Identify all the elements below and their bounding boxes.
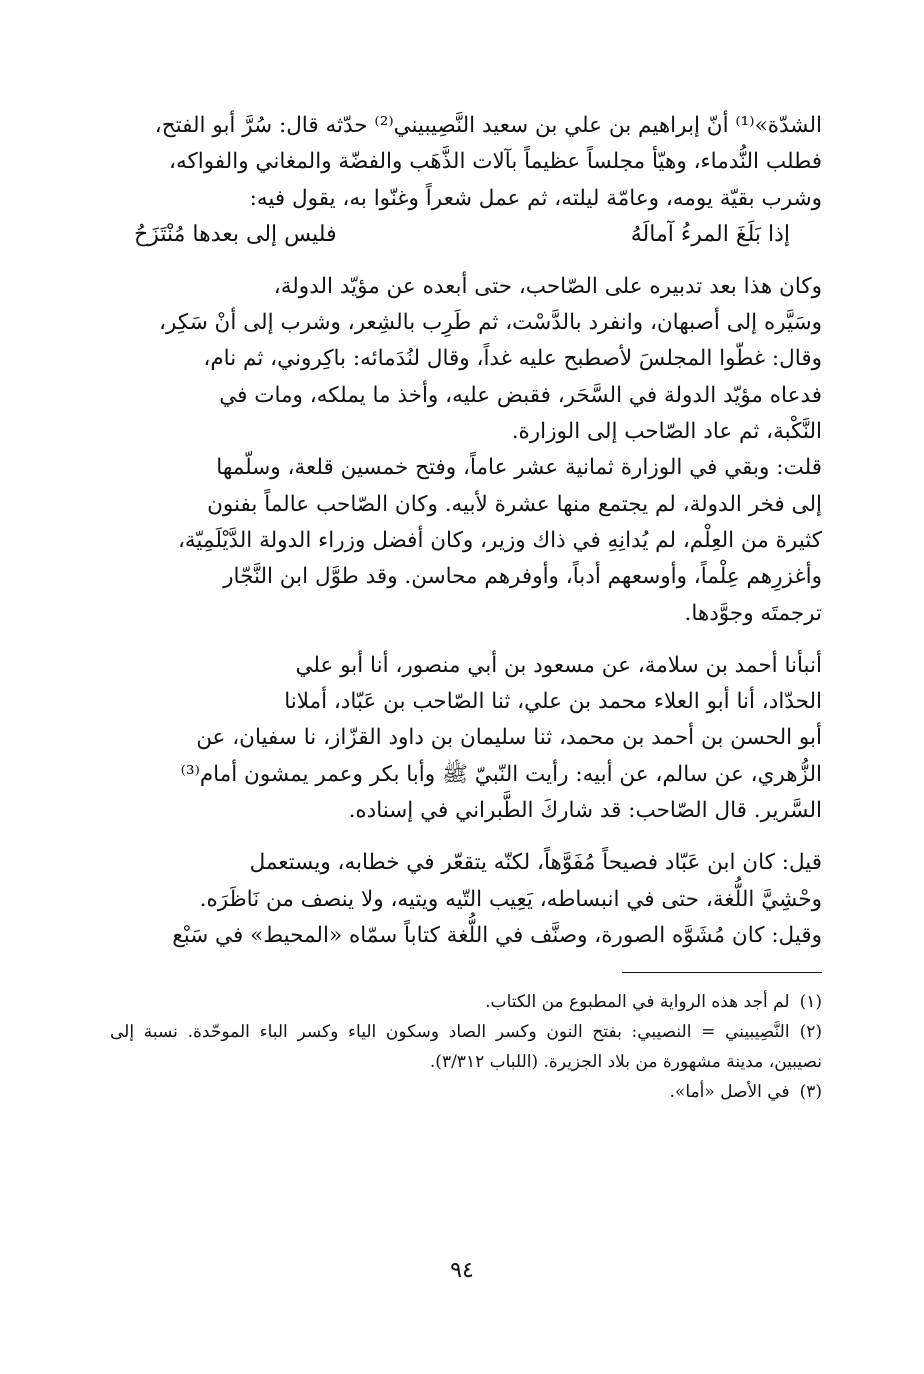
paragraph-isnad [110, 648, 822, 829]
footnote-text: في الأصل «أما». [669, 1082, 790, 1103]
footnote-3 [110, 1077, 822, 1107]
text-line: فدعاه مؤيّد الدولة في السَّحَر، فقبض عليه، وأخذ ما يملكه، ومات في [219, 382, 822, 408]
text-line: الشدّة»⁽¹⁾ أنّ إبراهيم بن علي بن سعيد النَّصِيبيني⁽²⁾ حدّثه قال: سُرَّ أبو الفتح، [154, 113, 822, 138]
footnote-2 [110, 1017, 822, 1077]
text-line: وسَيَّره إلى أصبهان، وانفرد بالدَّسْت، ثم طَرِب بالشِعر، وشرب إلى أنْ سَكِر، [159, 310, 822, 336]
footnote-1 [110, 987, 822, 1017]
paragraph-after-poem [110, 269, 822, 450]
text-line: وأغزرِهم عِلْماً، وأوسعهم أدباً، وأوفرهم محاسن. وقد طوَّل ابن النَّجّار [223, 564, 822, 590]
footnote-separator [622, 972, 822, 973]
paragraph-qultu [110, 450, 822, 631]
footnote-text: النَّصِيبيني = النصيبي: بفتح النون وكسر الصاد وسكون الياء وكسر الباء الموحّدة. نسبة إلى نصيبين، مدينة مشهورة من بلاد الجزيرة. (اللباب ٣/٣١٢). [110, 1022, 822, 1073]
text-line: النَّكْبة، ثم عاد الصّاحب إلى الوزارة. [511, 419, 822, 445]
page-number: ٩٤ [450, 1258, 474, 1283]
text-line: إلى فخر الدولة، لم يجتمع منها عشرة لأبيه. وكان الصّاحب عالماً بفنون [207, 491, 822, 517]
paragraph-intro [110, 108, 822, 217]
text-line: ترجمتَه وجوَّدها. [684, 600, 822, 626]
poem-first-hemistich: إذا بَلَغَ المرءُ آمالَهُ [630, 221, 790, 247]
text-line: وحْشِيَّ اللُّغة، حتى في انبساطه، يَعِيب التّيه ويتيه، ولا ينصف من نَاظَرَه. [199, 886, 822, 912]
footnote-marker: (٢) [799, 1022, 822, 1043]
poem-second-hemistich: فليس إلى بعدها مُنْتَزَحُ [134, 221, 337, 247]
text-line: قلت: وبقي في الوزارة ثمانية عشر عاماً، وفتح خمسين قلعة، وسلّمها [216, 455, 822, 481]
text-line: وقيل: كان مُشَوَّه الصورة، وصنَّف في اللُّغة كتاباً سمّاه «المحيط» في سَبْع [172, 922, 822, 948]
text-line: وقال: غطّوا المجلسَ لأصطبح عليه غداً، وقال لنُدَمائه: باكِروني، ثم نام، [203, 346, 822, 372]
text-line: الحدّاد، أنا أبو العلاء محمد بن علي، ثنا الصّاحب بن عَبّاد، أملانا [284, 689, 822, 715]
text-line: أنبأنا أحمد بن سلامة، عن مسعود بن أبي منصور، أنا أبو علي [295, 652, 822, 678]
paragraph-qila [110, 845, 822, 954]
text-line: فطلب النُّدماء، وهيّأ مجلساً عظيماً بآلات الذَّهَب والفضّة والمغاني والفواكه، [169, 149, 822, 175]
text-line: أبو الحسن بن أحمد بن محمد، ثنا سليمان بن داود القزّاز، نا سفيان، عن [196, 725, 822, 751]
text-line: كثيرة من العِلْم، لم يُدانِهِ في ذاك وزير، وكان أفضل وزراء الدولة الدَّيْلَمِيّة، [177, 527, 822, 553]
footnotes [110, 987, 822, 1107]
text-line: وكان هذا بعد تدبيره على الصّاحب، حتى أبعده عن مؤيّد الدولة، [273, 273, 822, 299]
footnote-text: لم أجد هذه الرواية في المطبوع من الكتاب. [485, 992, 790, 1013]
footnote-marker: (١) [799, 992, 822, 1013]
text-line: السَّرير. قال الصّاحب: قد شاركَ الطَّبراني في إسناده. [348, 798, 822, 824]
text-line: قيل: كان ابن عَبّاد فصيحاً مُفَوَّهاً، لكنّه يتقعّر في خطابه، ويستعمل [249, 850, 822, 876]
page-body [110, 108, 822, 1107]
poem-verse [110, 217, 822, 253]
text-line: الزُّهري، عن سالم، عن أبيه: رأيت النّبيّ ﷺ وأبا بكر وعمر يمشون أمام⁽³⁾ [180, 761, 822, 787]
text-line: وشرب بقيّة يومه، وعامّة ليلته، ثم عمل شعراً وغنّوا به، يقول فيه: [249, 185, 822, 211]
footnote-marker: (٣) [799, 1082, 822, 1103]
